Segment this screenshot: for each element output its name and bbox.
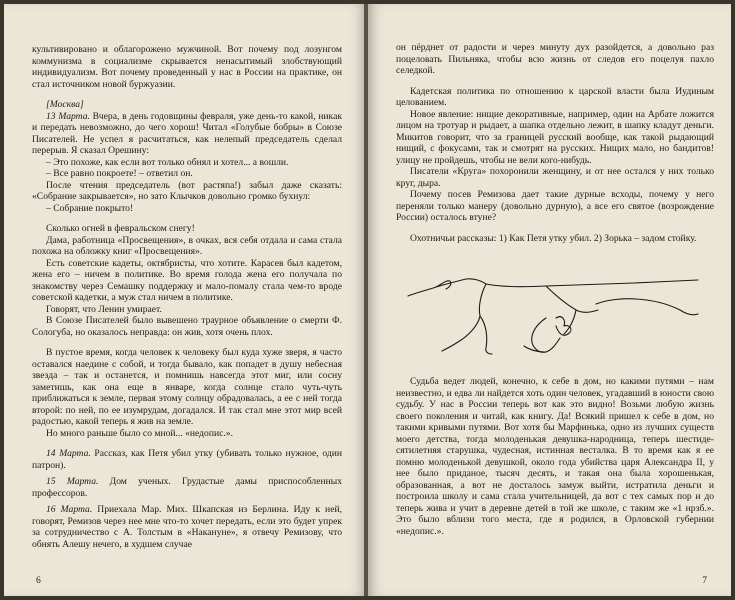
dog-sketch-illustration bbox=[406, 254, 706, 362]
entry-14-march: 14 Марта. Рассказ, как Петя убил утку (убивать только нужное, один патрон). bbox=[32, 448, 342, 471]
paragraph: Сколько огней в февральском снегу! bbox=[46, 223, 195, 234]
entry-date: 15 Марта. bbox=[46, 476, 99, 487]
entry-16-march: 16 Марта. Приехала Мар. Мих. Шкапская из Берлина. Иду к ней, говорят, Ремизов через нее мне что-то хочет передать, если это будет упрек за сотрудничество с А. Толстым в «Накануне», я отвечу Ремизову, что обнять Алешу нечего, в худшем случае bbox=[32, 504, 342, 550]
place-heading: [Москва] bbox=[46, 99, 84, 110]
paragraph: Новое явление: нищие декоративные, например, один на Арбате ложится лицом на тротуар и рыдает, а шапка отдельно лежит, в шапку кладут деньги. Микитов говорит, что за границей русский вообще, как такой рыдающий нищий, с фокусами, так и смотрят на русских. Нищих мало, но бандитов! улицу не пройдешь, чтобы не вели кого-нибудь. bbox=[396, 108, 714, 166]
paragraph: Есть советские кадеты, октябристы, что хотите. Карасев был кадетом, жена его – ничем в политике. Во время голода жена его получала по знакомству через Семашку поддержку и мало-помалу стала чем-то вроде советской кадетки, а муж стал ничем в политике. bbox=[32, 257, 342, 303]
entry-date: 14 Марта. bbox=[46, 448, 91, 459]
dialogue-line: – Это похоже, как если вот только обнял и хотел... а вошли. bbox=[46, 156, 289, 168]
dialogue-line: – Все равно покроете! – ответил он. bbox=[46, 168, 193, 179]
paragraph: В Союзе Писателей было вывешено траурное объявление о смерти Ф. Сологуба, но оказалось неправда: он жив, хотя очень плох. bbox=[32, 315, 342, 338]
paragraph: Писатели «Круга» похоронили женщину, и от нее остался у них только круг, дыра. bbox=[396, 166, 714, 189]
right-page bbox=[368, 4, 731, 596]
page-number: 6 bbox=[36, 575, 41, 586]
entry-13-march: 13 Марта. Вчера, в день годовщины февраля, уже день-то какой, никак и передать невозможно, до чего хорош! Читал «Голубые бобры» в Союзе Писателей. Не успел я расчитаться, как нелепый председатель сделал перерыв. Я сказал Орешину: bbox=[32, 110, 342, 156]
paragraph-continued: он пёрднет от радости и через минуту дух разойдется, а довольно раз поцеловать Пильняка, чтобы всю жизнь от следов его поцелуя пахло селедкой. bbox=[396, 42, 714, 76]
book-spread bbox=[4, 4, 731, 596]
paragraph: Но много раньше было со мной... «недопис.». bbox=[46, 427, 233, 439]
paragraph-intro: культивировано и облагорожено мужчиной. Вот почему под лозунгом коммунизма в социализме скрывается ненасытимый злобствующий индивидуализм. Вот почему проведенный у нас в России на практике, он стал источником новой буржуазии. bbox=[32, 44, 342, 90]
paragraph: Охотничьи рассказы: 1) Как Петя утку убил. 2) Зорька – задом стойку. bbox=[410, 232, 697, 244]
paragraph: Судьба ведет людей, конечно, к себе в дом, но какими путями – нам неизвестно, и едва ли найдется хоть один человек, угадавший в юности свою судьбу. У нас в России теперь вот как это видно! Возьми любую жизнь своего поколения и читай, как книгу. Да! Всякий пришел к себе в дом, но такими кривыми путями. Вот хотя бы Марфинька, одно из лучших существ моего детства, тогда молоденькая девушка-народница, теперь шестидесятилетняя старушка, чудесная, истинная весталка. В то время как я ее помню молоденькой девушкой, около года убийства царя Александра II, у нее было приданое, тысяч десять, и такая она была хорошенькая, образованная, а вот не досталось замуж выйти, истратила деньги и построила школу и сама стала учительницей, да вот с тех самых пор и до теперь жива и учит в деревне детей в той же школе, с таким же «1 нрзб.». Это было вблизи того места, где я родился, в Орловской губернии «недопис.». bbox=[396, 376, 714, 537]
paragraph: Говорят, что Ленин умирает. bbox=[46, 303, 162, 315]
right-text-column bbox=[396, 42, 714, 537]
entry-date: 13 Марта. bbox=[46, 110, 90, 122]
entry-date: 16 Марта. bbox=[46, 504, 93, 515]
entry-15-march: 15 Марта. Дом ученых. Грудастые дамы приспособленных профессоров. bbox=[32, 476, 342, 499]
page-number: 7 bbox=[702, 575, 707, 586]
paragraph: Почему посев Ремизова дает такие дурные всходы, почему у него переняли только манеру (довольно дурную), а все его святое (возрождение России) осталось втуне? bbox=[396, 189, 714, 223]
left-text-column bbox=[32, 44, 342, 550]
paragraph: Дама, работница «Просвещения», в очках, вся себя отдала и сама стала похожа на обложку книг «Просвещения». bbox=[32, 234, 342, 257]
paragraph: Кадетская политика по отношению к царской власти была Иудиным целованием. bbox=[396, 85, 714, 108]
left-page bbox=[4, 4, 366, 596]
dialogue-line: – Собрание покрыто! bbox=[46, 202, 134, 214]
paragraph: В пустое время, когда человек к человеку был куда хуже зверя, я часто оставался наедине с собой, и тогда бывало, как попадет в душу небесная звезда – так и останется, и помнишь навсегда этот миг, или сосну заметишь, как она еще в январе, когда солнце стало чуть-чуть приближаться к земле, первая этому солнцу обрадовалась, а ее с ней тогда второй: по ней, по ее изумрудам, догадался. И так стал мне этот мир всей радостью, какой теперь я жив на земле. bbox=[32, 347, 342, 427]
paragraph: После чтения председатель (вот растяпа!) забыл даже сказать: «Собрание закрывается», но зато Клычков довольно громко бухнул: bbox=[32, 179, 342, 202]
